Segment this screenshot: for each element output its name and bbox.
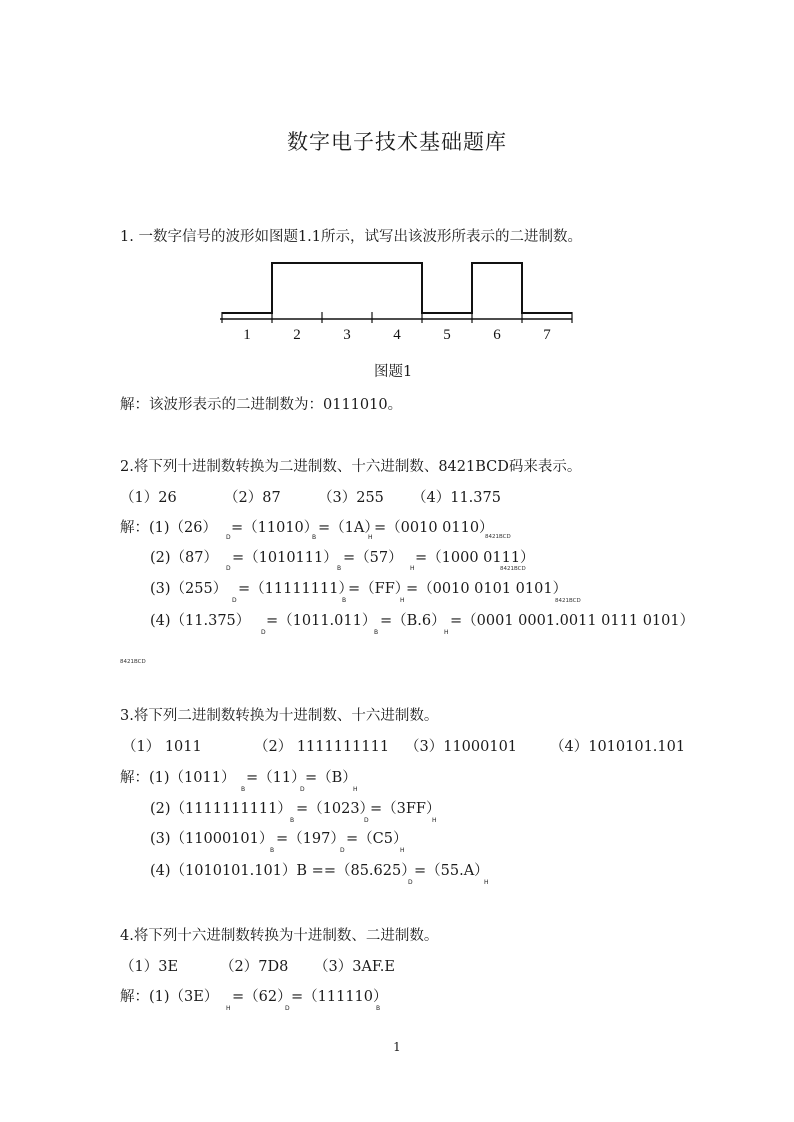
q3-question: 3.将下列二进制数转换为十进制数、十六进制数。 xyxy=(120,708,439,724)
waveform-interval-label: 7 xyxy=(543,327,551,343)
subscript-d: D xyxy=(340,847,345,854)
q2-ans4-part-b: =（1011.011） xyxy=(266,613,377,629)
q2-ans1-part-c: =（1A） xyxy=(318,520,379,536)
q3-ans4-part-a: (4)（1010101.101）B ==（85.625） xyxy=(150,863,416,879)
q3-ans2-part-c: =（3FF） xyxy=(370,801,441,817)
subscript-h: H xyxy=(432,817,437,824)
subscript-d: D xyxy=(364,817,369,824)
page-number: 1 xyxy=(393,1040,401,1054)
q2-ans3-part-a: (3)（255） xyxy=(150,581,228,597)
subscript-d: D xyxy=(408,879,413,886)
q2-ans4-part-a: (4)（11.375） xyxy=(150,613,251,629)
q2-ans2-part-a: (2)（87） xyxy=(150,550,218,566)
page-title: 数字电子技术基础题库 xyxy=(287,130,507,154)
subscript-d: D xyxy=(226,534,231,541)
q3-ans3-part-c: =（C5） xyxy=(346,831,408,847)
subscript-d: D xyxy=(232,597,237,604)
q4-item-3: （3）3AF.E xyxy=(314,959,395,975)
q3-item-3: （3）11000101 xyxy=(405,739,518,755)
waveform-interval-label: 2 xyxy=(293,327,301,343)
q2-item-4: （4）11.375 xyxy=(412,490,501,506)
subscript-h: H xyxy=(410,565,415,572)
subscript-h: H xyxy=(368,534,373,541)
q2-ans2-part-b: =（1010111） xyxy=(232,550,338,566)
waveform-interval-label: 1 xyxy=(243,327,251,343)
q3-ans1-part-b: =（11） xyxy=(246,770,306,786)
q3-item-2: （2） 1111111111 xyxy=(254,739,390,755)
subscript-bcd: 8421BCD xyxy=(555,598,581,604)
q2-ans4-part-c: =（B.6） xyxy=(380,613,446,629)
subscript-h: H xyxy=(400,597,405,604)
waveform-interval-label: 3 xyxy=(343,327,351,343)
waveform-interval-label: 6 xyxy=(493,327,501,343)
subscript-b: B xyxy=(270,847,275,854)
subscript-d: D xyxy=(261,629,266,636)
subscript-d: D xyxy=(300,786,305,793)
q2-ans3-part-b: =（11111111） xyxy=(238,581,353,597)
q3-ans1-part-c: =（B） xyxy=(305,770,357,786)
subscript-h: H xyxy=(226,1005,231,1012)
q2-question: 2.将下列十进制数转换为二进制数、十六进制数、8421BCD码来表示。 xyxy=(120,459,582,475)
q3-item-4: （4）1010101.101 xyxy=(550,739,686,755)
subscript-d: D xyxy=(285,1005,290,1012)
q3-item-1: （1） 1011 xyxy=(122,739,202,755)
waveform-interval-label: 4 xyxy=(393,327,401,343)
q2-item-2: （2）87 xyxy=(224,490,281,506)
subscript-h: H xyxy=(444,629,449,636)
subscript-d: D xyxy=(226,565,231,572)
q1-answer: 解：该波形表示的二进制数为：0111010。 xyxy=(120,397,403,413)
q4-ans1-part-a: 解：(1)（3E） xyxy=(120,989,219,1005)
waveform-signal xyxy=(222,263,572,313)
q2-ans1-part-d: =（0010 0110） xyxy=(374,520,494,536)
subscript-b: B xyxy=(342,597,347,604)
q3-ans2-part-a: (2)（1111111111） xyxy=(150,801,292,817)
q3-ans1-part-a: 解：(1)（1011） xyxy=(120,770,236,786)
q4-ans1-part-c: =（111110） xyxy=(291,989,388,1005)
subscript-b: B xyxy=(312,534,317,541)
q3-ans3-part-a: (3)（11000101） xyxy=(150,831,274,847)
q2-ans2-part-c: =（57） xyxy=(343,550,403,566)
waveform-figure xyxy=(0,255,794,350)
q2-item-3: （3）255 xyxy=(318,490,384,506)
q2-item-1: （1）26 xyxy=(120,490,177,506)
subscript-h: H xyxy=(353,786,358,793)
subscript-b: B xyxy=(374,629,379,636)
q2-ans3-part-c: =（FF） xyxy=(348,581,410,597)
q4-ans1-part-b: =（62） xyxy=(232,989,292,1005)
q2-ans1-part-b: =（11010） xyxy=(231,520,319,536)
q2-ans1-part-a: 解：(1)（26） xyxy=(120,520,217,536)
q4-item-1: （1）3E xyxy=(120,959,179,975)
q1-question: 1. 一数字信号的波形如图题1.1所示，试写出该波形所表示的二进制数。 xyxy=(120,229,583,245)
q4-item-2: （2）7D8 xyxy=(220,959,289,975)
q1-figure-caption: 图题1 xyxy=(374,364,413,380)
waveform-interval-label: 5 xyxy=(443,327,451,343)
q2-ans4-part-d: =（0001 0001.0011 0111 0101） xyxy=(450,613,695,629)
q4-question: 4.将下列十六进制数转换为十进制数、二进制数。 xyxy=(120,928,439,944)
q3-ans3-part-b: =（197） xyxy=(276,831,345,847)
subscript-bcd: 8421BCD xyxy=(120,659,146,665)
q2-ans2-part-d: =（1000 0111） xyxy=(415,550,535,566)
subscript-bcd: 8421BCD xyxy=(500,566,526,572)
subscript-bcd: 8421BCD xyxy=(485,534,511,540)
subscript-h: H xyxy=(400,847,405,854)
subscript-b: B xyxy=(337,565,342,572)
q3-ans4-part-c: =（55.A） xyxy=(414,863,489,879)
subscript-b: B xyxy=(376,1005,381,1012)
q3-ans2-part-b: =（1023） xyxy=(296,801,375,817)
subscript-b: B xyxy=(290,817,295,824)
subscript-h: H xyxy=(484,879,489,886)
q2-ans3-part-d: =（0010 0101 0101） xyxy=(406,581,568,597)
subscript-b: B xyxy=(241,786,246,793)
